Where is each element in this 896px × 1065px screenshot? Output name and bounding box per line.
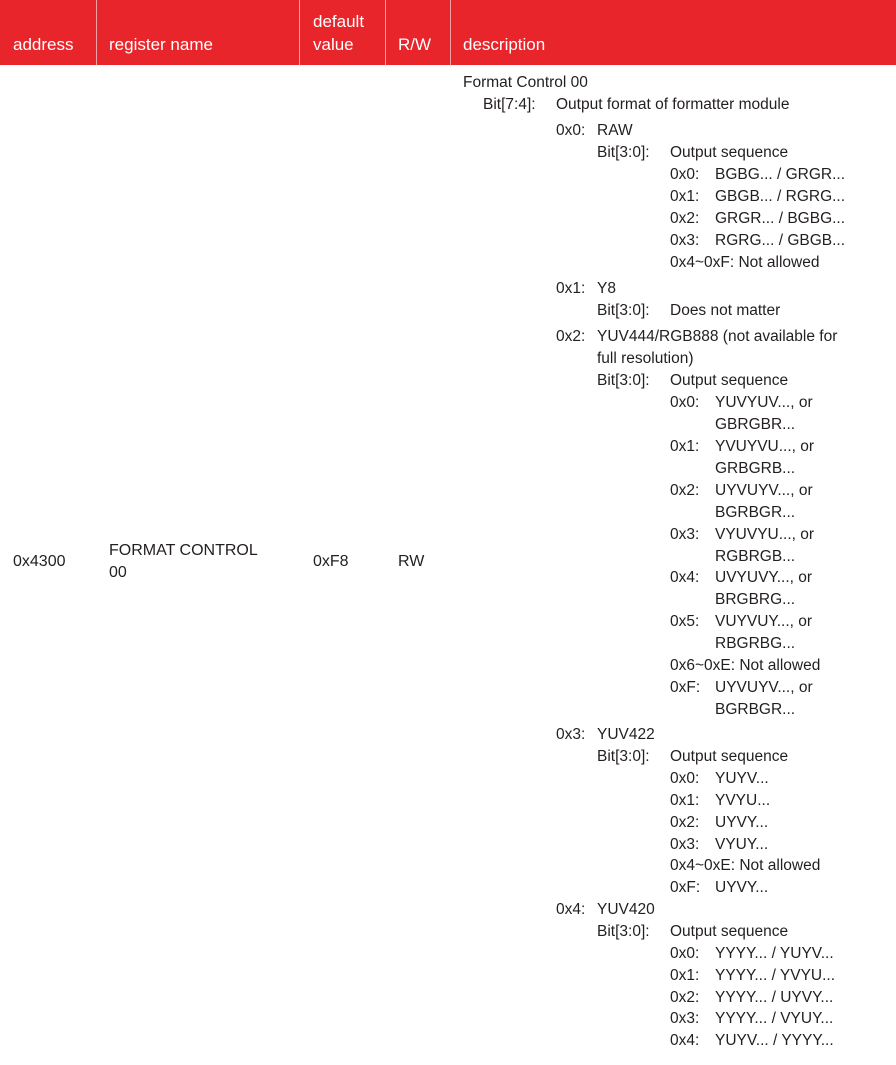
header-description: description [463,35,546,54]
cell-default-value: 0xF8 [313,553,349,570]
cell-rw: RW [398,553,425,570]
cell-description: Format Control 00 Bit[7:4]: Output format of formatter module 0x0: RAW Bit[3:0]: Output sequence 0x0: BGBG... / GRGR... 0x1: GBGB... / RGRG... 0x2: GRGR... / BGBG... 0x3: RGRG... / GBGB... 0x4~0xF: Not allowed 0x1: Y8 Bit[3:0]: Does not matter 0x2: YUV444/RGB888 (not available for full resolution) Bit[3:0]: Output sequence 0x0: YUVYUV..., or GBRGBR... 0x1: YVUYVU..., or GRBGRB... 0x2: UYVUYV..., or BGRBGR... 0x3: VYUVYU..., or RGBRGB... 0x4: UVYUVY..., or BRGBRG... 0x5: VUYVUY..., or RBGRBG... 0x6~0xE: Not allowed 0xF: UYVUYV..., or BGRBGR... 0x3: YUV422 Bit[3:0]: Output sequence 0x0: YUYV... 0x1: YVYU... 0x2: UYVY... 0x3: VYUY... 0x4~0xE: Not allowed 0xF: UYVY... 0x4: YUV420 Bit[3:0]: Output sequence 0x0: YYYY... / YUYV... 0x1: YYYY... / YVYU... 0x2: YYYY... / UYVY... 0x3: YYYY... / VYUY... 0x4: YUYV... / YYYY... [463,74,846,1049]
header-rw: R/W [398,35,432,54]
cell-register-name: FORMAT CONTROL 00 [109,542,258,581]
format-yuv444: YUV444/RGB888 (not available for [597,328,838,345]
format-yuv420: YUV420 [597,901,655,918]
format-yuv422: YUV422 [597,726,655,743]
cell-address: 0x4300 [13,553,66,570]
header-default-value: default value [313,12,365,54]
format-raw: RAW [597,122,633,139]
format-y8: Y8 [597,280,616,297]
header-register-name: register name [109,35,213,54]
description-title: Format Control 00 [463,74,588,91]
header-address: address [13,35,74,54]
